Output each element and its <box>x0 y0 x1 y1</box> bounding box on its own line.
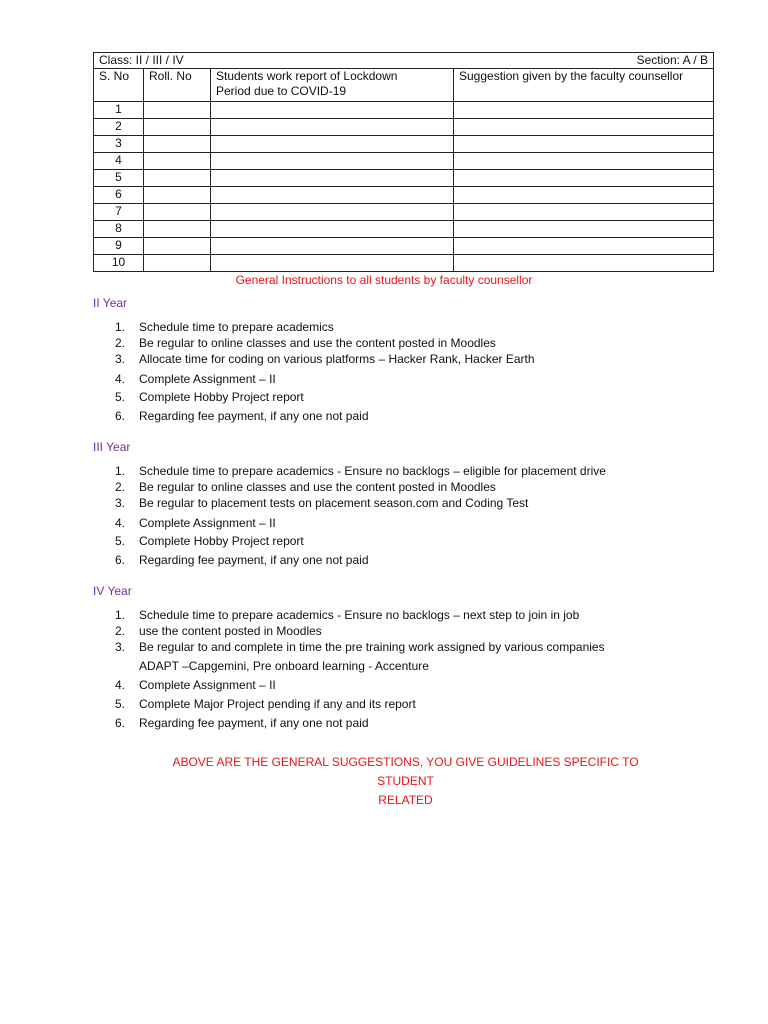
table-row <box>94 221 714 238</box>
year-heading-iii: III Year <box>93 440 131 454</box>
student-report-table <box>93 52 714 272</box>
roll-cell <box>144 119 211 136</box>
suggestion-cell <box>454 187 714 204</box>
item-text: Be regular to online classes and use the content posted in Moodles <box>139 336 496 350</box>
row-number: 7 <box>94 204 144 221</box>
item-number: 2. <box>115 336 126 350</box>
year-heading-ii: II Year <box>93 296 128 310</box>
general-instructions-title: General Instructions to all students by faculty counsellor <box>235 273 533 287</box>
row-number: 5 <box>94 170 144 187</box>
row-number: 10 <box>94 255 144 272</box>
roll-cell <box>144 136 211 153</box>
item-number: 1. <box>115 464 126 478</box>
general-suggestions-note <box>143 753 668 810</box>
item-text: Complete Assignment – II <box>139 678 276 692</box>
report-cell <box>211 136 454 153</box>
item-number: 1. <box>115 320 126 334</box>
item-number: 6. <box>115 716 126 730</box>
report-cell <box>211 153 454 170</box>
roll-cell <box>144 221 211 238</box>
class-label: Class: II / III / IV <box>99 53 184 67</box>
roll-cell <box>144 102 211 119</box>
suggestion-cell <box>454 170 714 187</box>
item-number: 3. <box>115 352 126 366</box>
header-report-line1: Students work report of Lockdown <box>216 69 398 83</box>
row-number: 9 <box>94 238 144 255</box>
row-number: 3 <box>94 136 144 153</box>
roll-cell <box>144 204 211 221</box>
row-number: 8 <box>94 221 144 238</box>
item-number: 4. <box>115 678 126 692</box>
roll-cell <box>144 255 211 272</box>
row-number: 4 <box>94 153 144 170</box>
item-text: Schedule time to prepare academics <box>139 320 334 334</box>
item-number: 3. <box>115 496 126 510</box>
table-row <box>94 170 714 187</box>
header-report-line2: Period due to COVID-19 <box>216 84 347 98</box>
report-cell <box>211 221 454 238</box>
item-text: Be regular to placement tests on placement season.com and Coding Test <box>139 496 529 510</box>
report-cell <box>211 238 454 255</box>
report-cell <box>211 170 454 187</box>
item-text: Be regular to online classes and use the content posted in Moodles <box>139 480 496 494</box>
table-row <box>94 119 714 136</box>
report-cell <box>211 102 454 119</box>
item-text: Schedule time to prepare academics - Ensure no backlogs – eligible for placement drive <box>139 464 606 478</box>
table-row <box>94 136 714 153</box>
item-text: Complete Major Project pending if any and its report <box>139 697 416 711</box>
header-suggestion: Suggestion given by the faculty counsellor <box>454 69 714 102</box>
item-number: 2. <box>115 624 126 638</box>
item-number: 6. <box>115 553 126 567</box>
table-row <box>94 102 714 119</box>
table-row <box>94 255 714 272</box>
header-roll: Roll. No <box>144 69 211 102</box>
table-header-row <box>94 69 714 102</box>
suggestion-cell <box>454 119 714 136</box>
item-number: 6. <box>115 409 126 423</box>
table-row <box>94 238 714 255</box>
item-number: 3. <box>115 640 126 654</box>
item-text: Be regular to and complete in time the pre training work assigned by various companies <box>139 640 605 654</box>
row-number: 6 <box>94 187 144 204</box>
item-number: 2. <box>115 480 126 494</box>
table-row <box>94 187 714 204</box>
item-number: 5. <box>115 697 126 711</box>
item-text: Regarding fee payment, if any one not paid <box>139 716 369 730</box>
item-text: Complete Assignment – II <box>139 372 276 386</box>
suggestion-cell <box>454 136 714 153</box>
suggestion-cell <box>454 204 714 221</box>
table-row <box>94 204 714 221</box>
roll-cell <box>144 238 211 255</box>
header-report <box>211 69 454 102</box>
header-sno: S. No <box>94 69 144 102</box>
class-section-row <box>94 53 714 69</box>
roll-cell <box>144 187 211 204</box>
roll-cell <box>144 170 211 187</box>
section-label: Section: A / B <box>636 53 709 67</box>
item-text: Complete Hobby Project report <box>139 390 304 404</box>
item-number: 4. <box>115 516 126 530</box>
note-line-2: RELATED <box>378 793 433 807</box>
suggestion-cell <box>454 238 714 255</box>
item-text: Regarding fee payment, if any one not paid <box>139 409 369 423</box>
roll-cell <box>144 153 211 170</box>
item-text: Allocate time for coding on various platforms – Hacker Rank, Hacker Earth <box>139 352 535 366</box>
suggestion-cell <box>454 102 714 119</box>
item-text: Schedule time to prepare academics - Ensure no backlogs – next step to join in job <box>139 608 580 622</box>
item-number: 4. <box>115 372 126 386</box>
report-cell <box>211 204 454 221</box>
suggestion-cell <box>454 153 714 170</box>
report-cell <box>211 187 454 204</box>
table-row <box>94 153 714 170</box>
item-number: 1. <box>115 608 126 622</box>
item-text: Regarding fee payment, if any one not paid <box>139 553 369 567</box>
report-cell <box>211 119 454 136</box>
item-text: Complete Assignment – II <box>139 516 276 530</box>
item-text-continued: ADAPT –Capgemini, Pre onboard learning - Accenture <box>139 659 429 673</box>
year-heading-iv: IV Year <box>93 584 132 598</box>
suggestion-cell <box>454 255 714 272</box>
item-text: use the content posted in Moodles <box>139 624 322 638</box>
suggestion-cell <box>454 221 714 238</box>
note-line-1: ABOVE ARE THE GENERAL SUGGESTIONS, YOU GIVE GUIDELINES SPECIFIC TO STUDENT <box>172 755 639 788</box>
item-number: 5. <box>115 390 126 404</box>
item-number: 5. <box>115 534 126 548</box>
row-number: 1 <box>94 102 144 119</box>
report-cell <box>211 255 454 272</box>
item-text: Complete Hobby Project report <box>139 534 304 548</box>
row-number: 2 <box>94 119 144 136</box>
